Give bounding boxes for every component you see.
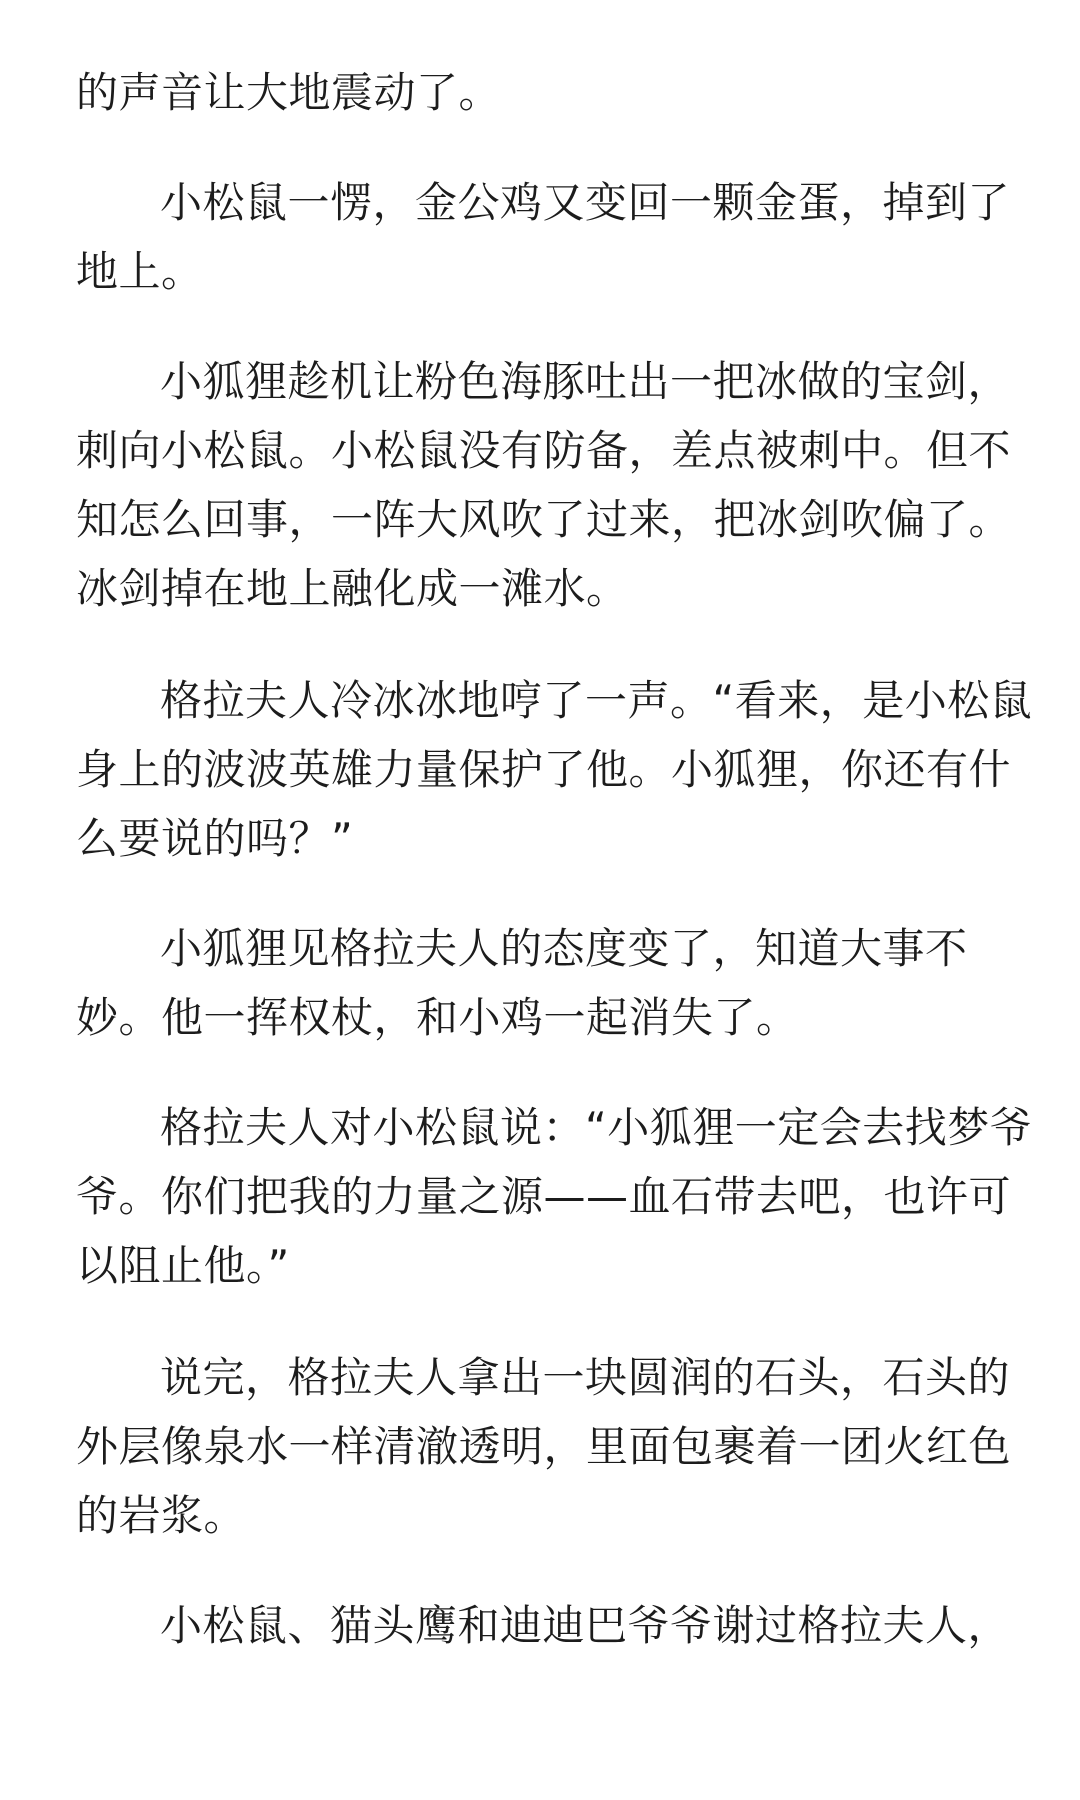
text-line: 爷。你们把我的力量之源——血石带去吧，也许可 [76,1172,1012,1221]
text-line: 格拉夫人冷冰冰地哼了一声。“看来，是小松鼠 [160,676,1033,725]
text-line: 妙。他一挥权杖，和小鸡一起消失了。 [76,993,799,1042]
text-line: 么要说的吗？” [76,814,354,863]
text-line: 地上。 [76,247,204,296]
text-line: 格拉夫人对小松鼠说：“小狐狸一定会去找梦爷 [160,1103,1033,1152]
text-line: 外层像泉水一样清澈透明，里面包裹着一团火红色 [76,1422,1012,1471]
text-line: 的声音让大地震动了。 [76,68,502,117]
text-line: 小松鼠、猫头鹰和迪迪巴爷爷谢过格拉夫人， [160,1601,1011,1650]
text-line: 刺向小松鼠。小松鼠没有防备，差点被刺中。但不 [76,426,1012,475]
text-line: 说完，格拉夫人拿出一块圆润的石头，石头的 [160,1353,1011,1402]
text-line: 知怎么回事，一阵大风吹了过来，把冰剑吹偏了。 [76,495,1012,544]
text-line: 身上的波波英雄力量保护了他。小狐狸，你还有什 [76,745,1012,794]
text-line: 小狐狸趁机让粉色海豚吐出一把冰做的宝剑， [160,357,1011,406]
text-line: 的岩浆。 [76,1491,247,1540]
text-line: 以阻止他。” [76,1241,290,1290]
text-line: 小狐狸见格拉夫人的态度变了，知道大事不 [160,924,968,973]
text-line: 冰剑掉在地上融化成一滩水。 [76,564,629,613]
text-line: 小松鼠一愣，金公鸡又变回一颗金蛋，掉到了 [160,178,1011,227]
